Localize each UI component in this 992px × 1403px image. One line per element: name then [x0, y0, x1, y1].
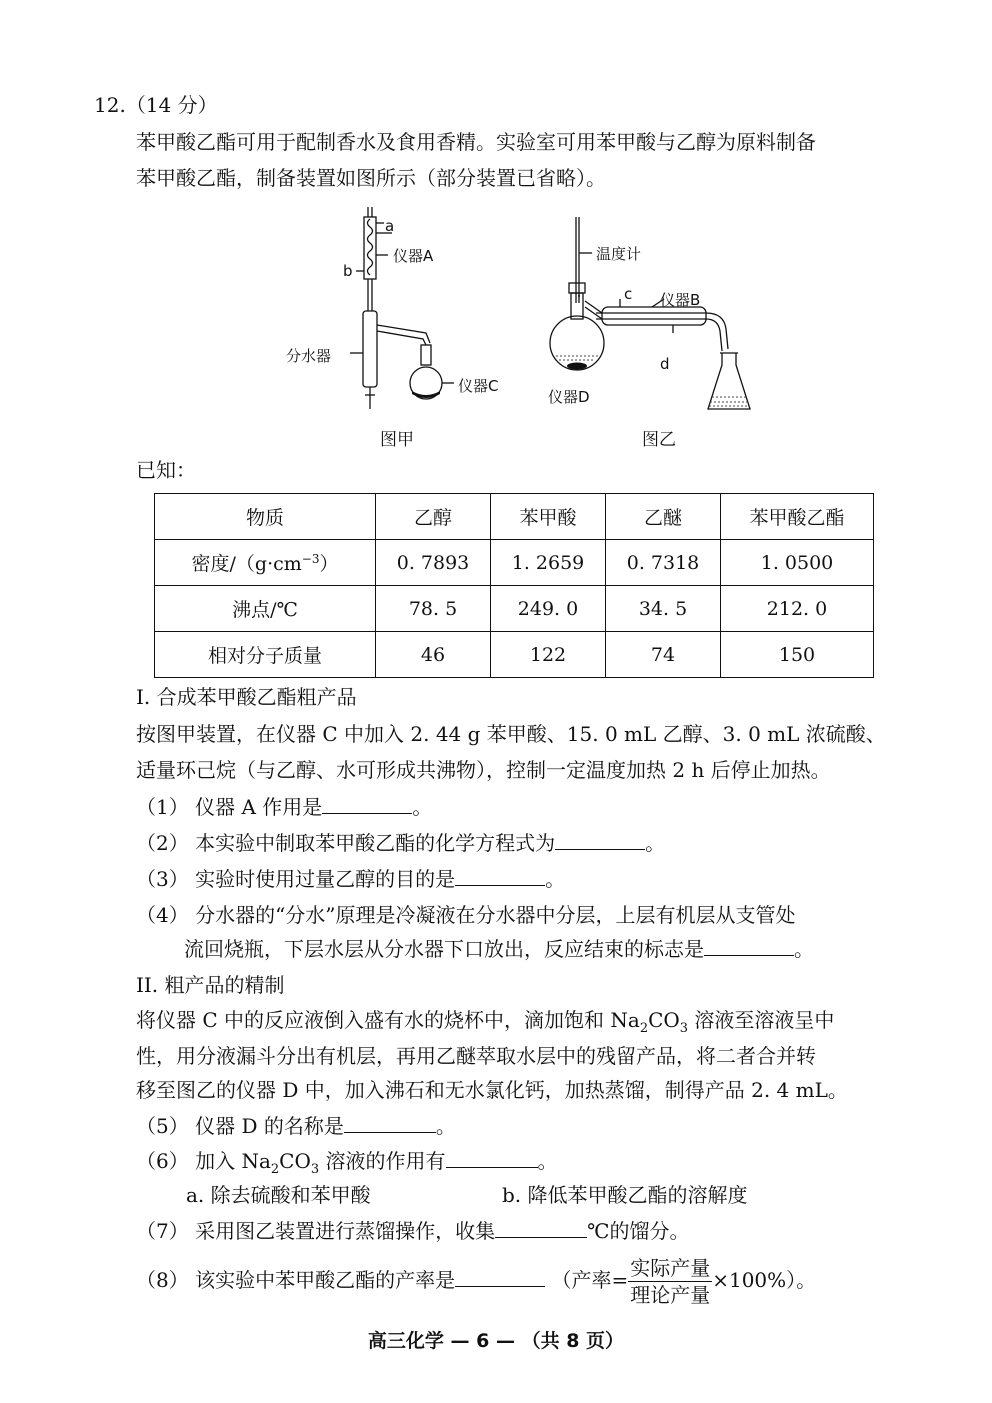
- section-2-para-1: [136, 1005, 834, 1039]
- density-label-pre: 密度/（g·cm: [191, 553, 302, 575]
- section-2-para-3: 移至图乙的仪器 D 中，加入沸石和无水氯化钙，加热蒸馏，制得产品 2. 4 mL。: [136, 1078, 848, 1102]
- label-instrument-d: 仪器D: [548, 388, 590, 406]
- option-a: a. 除去硫酸和苯甲酸: [186, 1183, 371, 1207]
- section-1-para-1: 按图甲装置，在仪器 C 中加入 2. 44 g 苯甲酸、15. 0 mL 乙醇、3. 0 mL 浓硫酸、: [136, 722, 886, 746]
- apparatus-figures: [280, 203, 760, 453]
- period: 。: [645, 831, 666, 855]
- page-footer: 高三化学 — 6 — （共 8 页）: [367, 1330, 625, 1352]
- section-2-para-1-c: 溶液至溶液呈中: [688, 1008, 835, 1032]
- table-header-cell: 物质: [155, 494, 376, 540]
- label-a: a: [385, 217, 395, 235]
- distillation-drawing: [550, 217, 750, 409]
- subscript-2: 2: [639, 1021, 649, 1036]
- table-cell: 212. 0: [721, 586, 874, 632]
- subscript-2: 2: [270, 1162, 280, 1177]
- question-8-text-b: （产率=: [551, 1268, 629, 1292]
- period: 。: [435, 1114, 456, 1138]
- answer-blank: [555, 831, 645, 850]
- table-cell: 1. 2659: [491, 540, 606, 586]
- question-6-text-a: （6） 加入 Na: [136, 1149, 271, 1173]
- label-d: d: [660, 355, 670, 373]
- question-7-text-b: ℃的馏分。: [587, 1219, 690, 1243]
- question-5: [136, 1111, 456, 1141]
- table-header-cell: 乙醚: [606, 494, 721, 540]
- question-7: [136, 1216, 689, 1246]
- label-instrument-c: 仪器C: [458, 377, 499, 395]
- question-2-text: （2） 本实验中制取苯甲酸乙酯的化学方程式为: [136, 831, 556, 855]
- question-7-text-a: （7） 采用图乙装置进行蒸馏操作，收集: [136, 1219, 496, 1243]
- question-4-text: 流回烧瓶，下层水层从分水器下口放出，反应结束的标志是: [184, 937, 704, 961]
- question-8-text-a: （8） 该实验中苯甲酸乙酯的产率是: [136, 1268, 456, 1292]
- period: 。: [545, 867, 566, 891]
- table-cell: 0. 7318: [606, 540, 721, 586]
- question-4-line-2: [184, 934, 814, 964]
- intro-line-2: 苯甲酸乙酯，制备装置如图所示（部分装置已省略）。: [136, 166, 606, 190]
- table-cell: 1. 0500: [721, 540, 874, 586]
- table-header-row: [155, 494, 874, 540]
- label-instrument-a: 仪器A: [393, 247, 434, 265]
- question-1: [136, 792, 432, 822]
- question-3-text: （3） 实验时使用过量乙醇的目的是: [136, 867, 456, 891]
- option-b: b. 降低苯甲酸乙酯的溶解度: [502, 1183, 748, 1207]
- table-row: [155, 586, 874, 632]
- question-score: （14 分）: [125, 93, 218, 117]
- section-2-para-2: 性，用分液漏斗分出有机层，再用乙醚萃取水层中的残留产品，将二者合并转: [136, 1044, 816, 1068]
- question-2: [136, 828, 665, 858]
- question-3: [136, 864, 565, 894]
- fraction-numerator: 实际产量: [630, 1256, 711, 1280]
- question-8: [136, 1252, 816, 1308]
- section-2-para-1-b: CO: [648, 1008, 680, 1032]
- flask-c-drawing: [410, 345, 454, 399]
- properties-table: [154, 493, 874, 678]
- section-2-para-1-a: 将仪器 C 中的反应液倒入盛有水的烧杯中，滴加饱和 Na: [136, 1008, 640, 1032]
- table-cell: 相对分子质量: [155, 632, 376, 678]
- period: 。: [794, 937, 814, 961]
- apparatus-diagram: [280, 203, 760, 453]
- figure-2-caption: 图乙: [642, 430, 676, 450]
- question-6-text-b: CO: [279, 1149, 311, 1173]
- question-6-text-c: 溶液的作用有: [319, 1149, 446, 1173]
- table-header-cell: 苯甲酸乙酯: [721, 494, 874, 540]
- answer-blank: [704, 937, 794, 956]
- answer-blank: [446, 1149, 538, 1168]
- density-label-cell: [155, 540, 376, 586]
- section-2-title: II. 粗产品的精制: [136, 973, 285, 997]
- section-1-title: I. 合成苯甲酸乙酯粗产品: [136, 685, 357, 709]
- section-1-para-2: 适量环己烷（与乙醇、水可形成共沸物），控制一定温度加热 2 h 后停止加热。: [136, 758, 831, 782]
- table-cell: 150: [721, 632, 874, 678]
- answer-blank: [344, 1114, 436, 1133]
- table-header-cell: 乙醇: [376, 494, 491, 540]
- density-label-sup: −3: [301, 552, 320, 566]
- question-header: [94, 90, 218, 120]
- answer-blank: [455, 1268, 545, 1287]
- question-8-text-c: ×100%）。: [712, 1268, 817, 1292]
- subscript-3: 3: [679, 1021, 689, 1036]
- table-cell: 沸点/℃: [155, 586, 376, 632]
- table-header-cell: 苯甲酸: [491, 494, 606, 540]
- answer-blank: [495, 1219, 587, 1238]
- table-cell: 34. 5: [606, 586, 721, 632]
- intro-line-1: 苯甲酸乙酯可用于配制香水及食用香精。实验室可用苯甲酸与乙醇为原料制备: [136, 130, 816, 154]
- known-label: 已知：: [136, 458, 196, 482]
- figure-1-caption: 图甲: [380, 430, 414, 450]
- label-separator: 分水器: [286, 347, 332, 365]
- table-row: [155, 540, 874, 586]
- yield-fraction: [628, 1255, 712, 1308]
- question-1-text: （1） 仪器 A 作用是: [136, 795, 323, 819]
- question-6: [136, 1146, 558, 1180]
- label-b: b: [343, 262, 353, 280]
- density-label-post: ）: [319, 553, 339, 575]
- table-cell: 122: [491, 632, 606, 678]
- question-5-text: （5） 仪器 D 的名称是: [136, 1114, 344, 1138]
- label-instrument-b: 仪器B: [660, 291, 701, 309]
- table-row: [155, 632, 874, 678]
- question-4-line-1: （4） 分水器的“分水”原理是冷凝液在分水器中分层，上层有机层从支管处: [136, 903, 796, 927]
- label-c: c: [624, 285, 633, 303]
- answer-blank: [322, 795, 412, 814]
- table-cell: 74: [606, 632, 721, 678]
- answer-blank: [455, 867, 545, 886]
- subscript-3: 3: [310, 1162, 320, 1177]
- table-cell: 46: [376, 632, 491, 678]
- question-number: 12.: [94, 93, 126, 117]
- period: 。: [412, 795, 433, 819]
- table-cell: 0. 7893: [376, 540, 491, 586]
- period: 。: [537, 1149, 558, 1173]
- table-cell: 78. 5: [376, 586, 491, 632]
- label-thermometer: 温度计: [596, 245, 642, 263]
- table-cell: 249. 0: [491, 586, 606, 632]
- fraction-denominator: 理论产量: [630, 1283, 711, 1307]
